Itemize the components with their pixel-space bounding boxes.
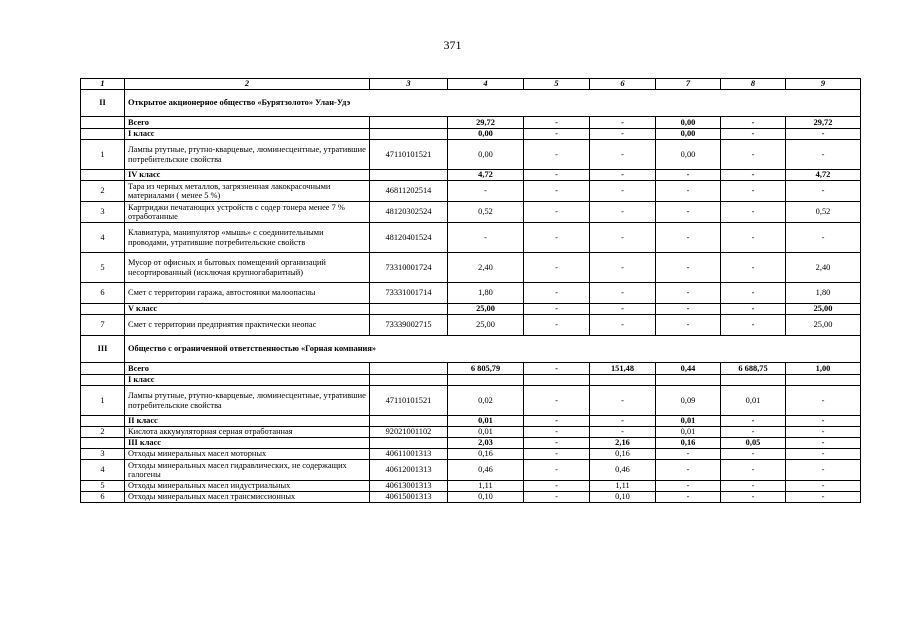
table-cell: 6 805,79 xyxy=(448,363,524,375)
table-cell xyxy=(370,170,448,181)
table-cell: - xyxy=(786,129,861,140)
table-cell: - xyxy=(721,253,786,283)
table-cell: 1,80 xyxy=(786,283,861,304)
table-cell: - xyxy=(721,129,786,140)
table-cell: - xyxy=(524,129,590,140)
table-cell: - xyxy=(656,223,721,253)
table-row xyxy=(81,140,861,170)
table-cell: 40612001313 xyxy=(370,460,448,481)
table-cell: - xyxy=(448,223,524,253)
table-cell: - xyxy=(524,253,590,283)
table-cell: - xyxy=(786,481,861,492)
table-cell: - xyxy=(656,283,721,304)
table-cell xyxy=(81,363,125,375)
table-cell: Лампы ртутные, ртутно-кварцевые, люминесцентные, утратившие потребительские свойства xyxy=(125,386,370,416)
table-cell: - xyxy=(721,202,786,223)
section-title: Открытое акционерное общество «Бурятзолото» Улан-Удэ xyxy=(125,90,861,117)
subtotal-row xyxy=(81,416,861,427)
table-cell: - xyxy=(524,449,590,460)
subtotal-row xyxy=(81,117,861,129)
table-cell xyxy=(370,438,448,449)
table-cell: - xyxy=(590,202,656,223)
table-cell: - xyxy=(786,449,861,460)
table-cell: - xyxy=(721,283,786,304)
table-row xyxy=(81,283,861,304)
table-cell: - xyxy=(721,416,786,427)
section-row xyxy=(81,336,861,363)
table-cell: 0,46 xyxy=(590,460,656,481)
table-cell: - xyxy=(524,427,590,438)
table-cell: 25,00 xyxy=(786,315,861,336)
table-row xyxy=(81,427,861,438)
table-cell: - xyxy=(524,315,590,336)
table-cell: - xyxy=(524,117,590,129)
table-cell: - xyxy=(590,283,656,304)
table-cell: Клавиатура, манипулятор «мышь» с соединительными проводами, утратившие потребительские свойств xyxy=(125,223,370,253)
table-cell: 1,80 xyxy=(448,283,524,304)
table-cell: - xyxy=(786,140,861,170)
table-cell: - xyxy=(656,253,721,283)
table-cell: 4 xyxy=(81,223,125,253)
table-cell: 73310001724 xyxy=(370,253,448,283)
table-cell: 2 xyxy=(81,427,125,438)
table-cell: - xyxy=(786,427,861,438)
table-cell xyxy=(370,129,448,140)
table-cell xyxy=(81,304,125,315)
table-cell: - xyxy=(656,304,721,315)
table-cell: - xyxy=(524,492,590,503)
table-row xyxy=(81,315,861,336)
table-cell: - xyxy=(786,492,861,503)
table-cell xyxy=(656,375,721,386)
table-cell: - xyxy=(524,481,590,492)
table-cell xyxy=(81,438,125,449)
column-header: 2 xyxy=(125,79,370,90)
table-cell: Мусор от офисных и бытовых помещений организаций несортированный (исключая крупногабаритный) xyxy=(125,253,370,283)
table-cell: Картриджи печатающих устройств с содер тонера менее 7 % отработанные xyxy=(125,202,370,223)
subtotal-row xyxy=(81,438,861,449)
table-cell: - xyxy=(590,253,656,283)
table-cell: 4 xyxy=(81,460,125,481)
table-cell: 6 688,75 xyxy=(721,363,786,375)
table-cell: - xyxy=(721,427,786,438)
table-cell: - xyxy=(656,170,721,181)
table-cell: 3 xyxy=(81,202,125,223)
table-cell: 1 xyxy=(81,386,125,416)
table-cell xyxy=(370,117,448,129)
table-cell: 0,00 xyxy=(656,117,721,129)
table-cell: 1,00 xyxy=(786,363,861,375)
table-cell: - xyxy=(448,181,524,202)
table-cell: Кислота аккумуляторная серная отработанная xyxy=(125,427,370,438)
column-header: 4 xyxy=(448,79,524,90)
table-cell: 25,00 xyxy=(448,315,524,336)
table-cell: 0,00 xyxy=(656,140,721,170)
table-cell: - xyxy=(786,386,861,416)
table-cell: - xyxy=(524,283,590,304)
table-cell: - xyxy=(524,363,590,375)
table-cell: 0,52 xyxy=(786,202,861,223)
column-header: 8 xyxy=(721,79,786,90)
table-cell: 25,00 xyxy=(448,304,524,315)
table-cell: 0,10 xyxy=(448,492,524,503)
table-cell: Смет с территории гаража, автостоянки малоопасны xyxy=(125,283,370,304)
table-cell: 6 xyxy=(81,492,125,503)
table-cell: - xyxy=(590,129,656,140)
table-cell: - xyxy=(721,117,786,129)
table-cell: 0,52 xyxy=(448,202,524,223)
table-cell: 0,16 xyxy=(656,438,721,449)
table-cell: - xyxy=(590,181,656,202)
column-header: 1 xyxy=(81,79,125,90)
table-cell: - xyxy=(524,304,590,315)
table-cell xyxy=(81,375,125,386)
table-cell: - xyxy=(786,416,861,427)
table-cell: - xyxy=(590,140,656,170)
table-cell: 6 xyxy=(81,283,125,304)
table-cell: Лампы ртутные, ртутно-кварцевые, люминесцентные, утратившие потребительские свойства xyxy=(125,140,370,170)
table-cell xyxy=(81,170,125,181)
table-cell: - xyxy=(721,460,786,481)
table-cell: Всего xyxy=(125,363,370,375)
column-header: 3 xyxy=(370,79,448,90)
table-cell: 0,02 xyxy=(448,386,524,416)
table-cell xyxy=(370,363,448,375)
table-cell: 1,11 xyxy=(448,481,524,492)
table-cell: 40611001313 xyxy=(370,449,448,460)
table-cell: - xyxy=(786,223,861,253)
table-cell: 0,01 xyxy=(448,416,524,427)
section-number: III xyxy=(81,336,125,363)
table-cell: 0,16 xyxy=(590,449,656,460)
table-cell: 0,01 xyxy=(656,427,721,438)
table-cell: - xyxy=(524,416,590,427)
table-cell: - xyxy=(721,223,786,253)
table-cell: - xyxy=(524,181,590,202)
section-row xyxy=(81,90,861,117)
table-cell: 0,00 xyxy=(656,129,721,140)
table-cell: 92021001102 xyxy=(370,427,448,438)
table-cell xyxy=(81,129,125,140)
subtotal-row xyxy=(81,363,861,375)
table-cell: Тара из черных металлов, загрязненная лакокрасочными материалами ( менее 5 %) xyxy=(125,181,370,202)
table-cell: - xyxy=(656,460,721,481)
table-row xyxy=(81,449,861,460)
table-cell: Отходы минеральных масел трансмиссионных xyxy=(125,492,370,503)
table-body xyxy=(81,79,861,503)
table-cell: 0,05 xyxy=(721,438,786,449)
table-cell: 4,72 xyxy=(448,170,524,181)
table-row xyxy=(81,481,861,492)
table-cell: 0,01 xyxy=(721,386,786,416)
table-cell: 0,10 xyxy=(590,492,656,503)
table-header-row xyxy=(81,79,861,90)
table-cell: 0,01 xyxy=(448,427,524,438)
table-cell: 47110101521 xyxy=(370,386,448,416)
table-cell: 29,72 xyxy=(786,117,861,129)
table-row xyxy=(81,202,861,223)
table-cell: - xyxy=(524,202,590,223)
section-title: Общество с ограниченной ответственностью «Горная компания» xyxy=(125,336,861,363)
table-cell: - xyxy=(721,315,786,336)
table-cell: - xyxy=(656,181,721,202)
page-number: 371 xyxy=(443,38,462,52)
table-cell: - xyxy=(786,438,861,449)
table-cell: 0,01 xyxy=(656,416,721,427)
table-cell: 7 xyxy=(81,315,125,336)
table-cell: - xyxy=(656,492,721,503)
table-cell: Отходы минеральных масел индустриальных xyxy=(125,481,370,492)
table-cell: 46811202514 xyxy=(370,181,448,202)
table-cell: - xyxy=(786,460,861,481)
table-cell: 2,03 xyxy=(448,438,524,449)
column-header: 6 xyxy=(590,79,656,90)
table-cell: 29,72 xyxy=(448,117,524,129)
table-cell: III класс xyxy=(125,438,370,449)
section-number: II xyxy=(81,90,125,117)
table-cell: 47110101521 xyxy=(370,140,448,170)
table-cell: 40613001313 xyxy=(370,481,448,492)
table-cell: - xyxy=(524,438,590,449)
table-cell: - xyxy=(590,223,656,253)
table-cell: 2,16 xyxy=(590,438,656,449)
table-cell: - xyxy=(524,460,590,481)
table-cell xyxy=(590,375,656,386)
subtotal-row xyxy=(81,129,861,140)
table-cell: - xyxy=(524,386,590,416)
table-cell: - xyxy=(656,315,721,336)
table-cell: 1,11 xyxy=(590,481,656,492)
table-row xyxy=(81,223,861,253)
table-cell: - xyxy=(590,416,656,427)
table-cell: IV класс xyxy=(125,170,370,181)
table-cell xyxy=(524,375,590,386)
table-cell: 73331001714 xyxy=(370,283,448,304)
table-cell: Всего xyxy=(125,117,370,129)
table-cell: - xyxy=(721,170,786,181)
table-cell: - xyxy=(721,140,786,170)
column-header: 7 xyxy=(656,79,721,90)
table-cell: V класс xyxy=(125,304,370,315)
table-cell: - xyxy=(786,181,861,202)
table-cell: 48120302524 xyxy=(370,202,448,223)
subtotal-row xyxy=(81,375,861,386)
column-header: 9 xyxy=(786,79,861,90)
table-cell: - xyxy=(721,481,786,492)
waste-table xyxy=(80,78,861,503)
table-cell: I класс xyxy=(125,375,370,386)
table-cell: 0,44 xyxy=(656,363,721,375)
table-cell: Отходы минеральных масел гидравлических, не содержащих галогены xyxy=(125,460,370,481)
table-cell: - xyxy=(721,492,786,503)
table-row xyxy=(81,492,861,503)
table-cell: - xyxy=(721,304,786,315)
table-cell: 151,48 xyxy=(590,363,656,375)
table-cell: 2,40 xyxy=(448,253,524,283)
table-cell: - xyxy=(656,449,721,460)
table-cell: - xyxy=(656,481,721,492)
column-header: 5 xyxy=(524,79,590,90)
table-cell: 0,46 xyxy=(448,460,524,481)
table-cell: 1 xyxy=(81,140,125,170)
table-cell: 0,00 xyxy=(448,129,524,140)
table-cell xyxy=(721,375,786,386)
table-cell xyxy=(81,416,125,427)
table-cell: I класс xyxy=(125,129,370,140)
table-cell: 5 xyxy=(81,253,125,283)
table-cell: Отходы минеральных масел моторных xyxy=(125,449,370,460)
table-cell: - xyxy=(590,386,656,416)
table-cell: II класс xyxy=(125,416,370,427)
table-cell xyxy=(448,375,524,386)
table-cell: - xyxy=(590,427,656,438)
table-row xyxy=(81,386,861,416)
table-cell: - xyxy=(524,170,590,181)
table-cell: - xyxy=(590,304,656,315)
table-cell: - xyxy=(590,170,656,181)
table-cell xyxy=(81,117,125,129)
table-row xyxy=(81,253,861,283)
table-cell: 73339002715 xyxy=(370,315,448,336)
table-cell: Смет с территории предприятия практически неопас xyxy=(125,315,370,336)
table-cell: 5 xyxy=(81,481,125,492)
table-cell: - xyxy=(721,449,786,460)
table-cell: 48120401524 xyxy=(370,223,448,253)
subtotal-row xyxy=(81,170,861,181)
table-cell: - xyxy=(524,223,590,253)
table-cell: 40615001313 xyxy=(370,492,448,503)
table-cell: 0,09 xyxy=(656,386,721,416)
table-cell: - xyxy=(721,181,786,202)
table-cell: 2 xyxy=(81,181,125,202)
table-cell: 4,72 xyxy=(786,170,861,181)
table-row xyxy=(81,460,861,481)
table-cell: 0,00 xyxy=(448,140,524,170)
table-cell xyxy=(370,416,448,427)
table-cell: - xyxy=(656,202,721,223)
table-cell: - xyxy=(590,117,656,129)
table-cell: 25,00 xyxy=(786,304,861,315)
table-cell: 2,40 xyxy=(786,253,861,283)
table-cell xyxy=(370,304,448,315)
table-cell xyxy=(786,375,861,386)
table-row xyxy=(81,181,861,202)
table-cell xyxy=(370,375,448,386)
table-cell: 3 xyxy=(81,449,125,460)
table-cell: - xyxy=(524,140,590,170)
table-cell: 0,16 xyxy=(448,449,524,460)
table-cell: - xyxy=(590,315,656,336)
subtotal-row xyxy=(81,304,861,315)
